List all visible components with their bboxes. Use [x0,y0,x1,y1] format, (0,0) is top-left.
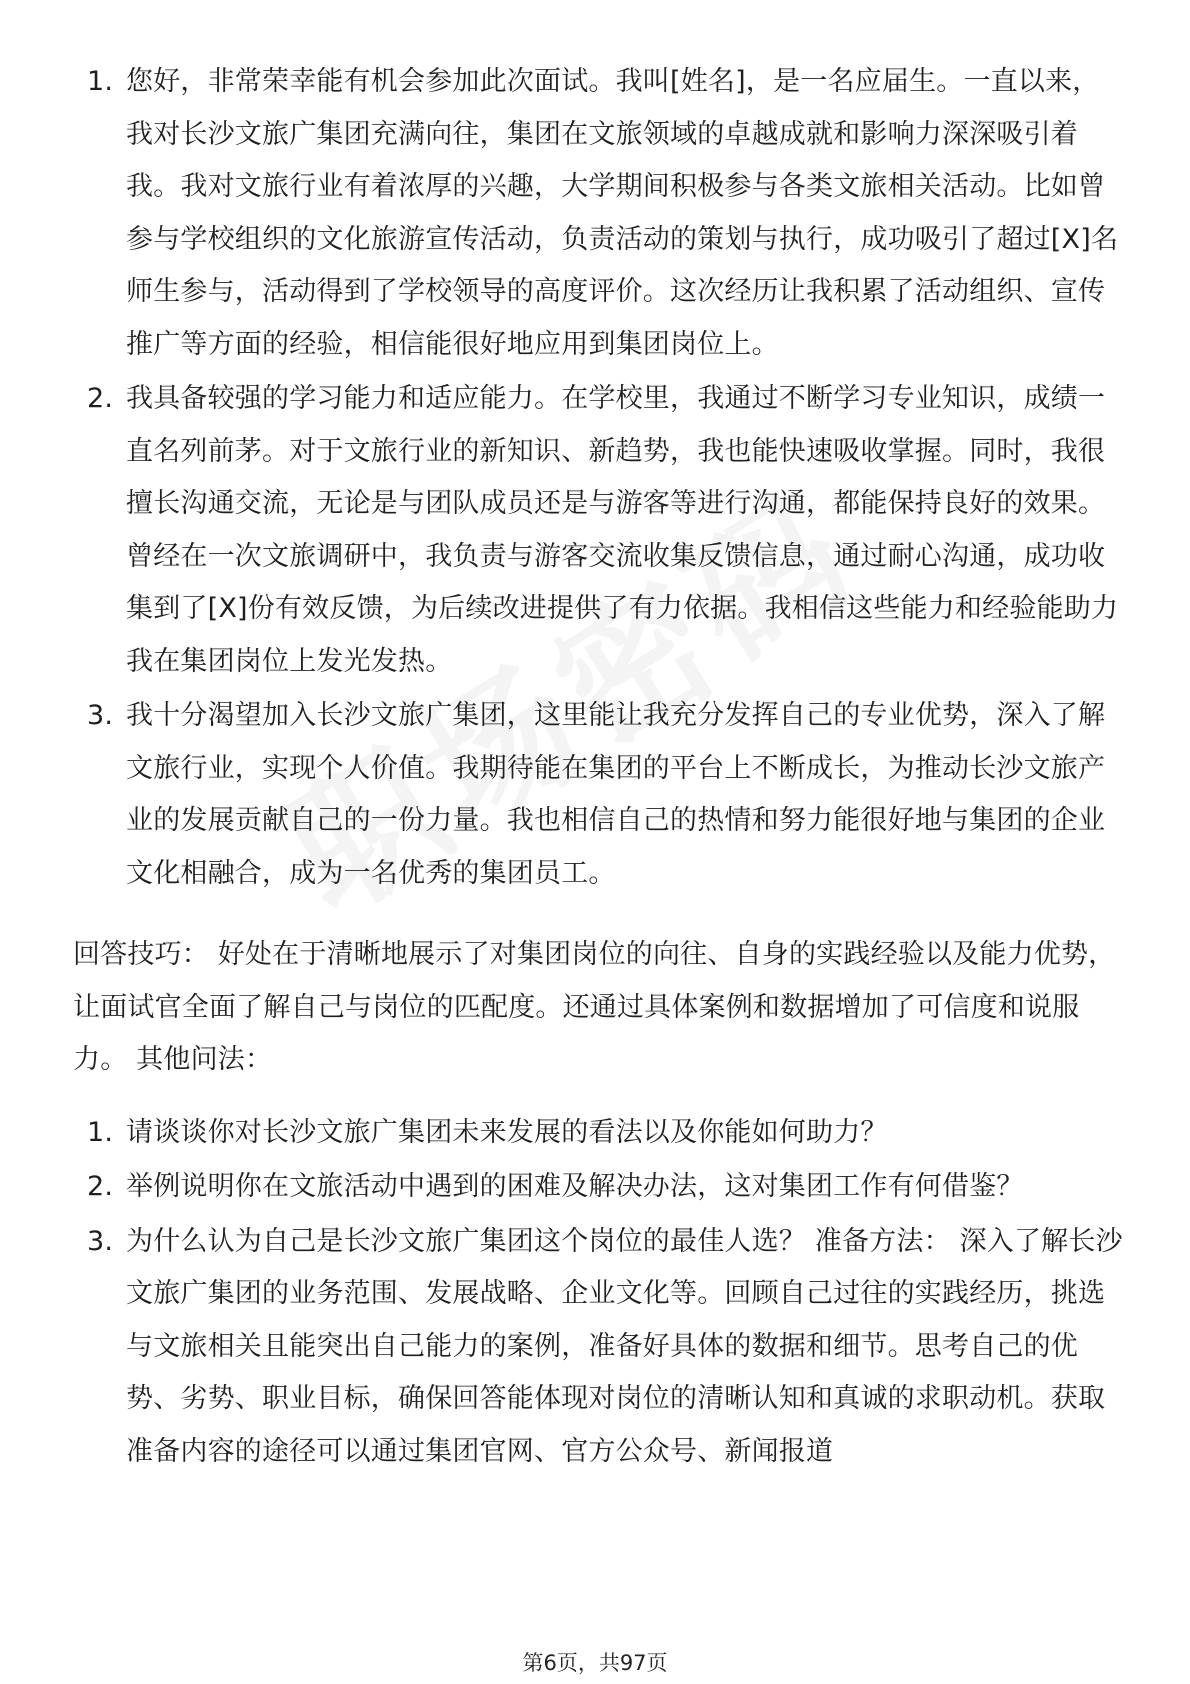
answer-text: 我十分渴望加入长沙文旅广集团，这里能让我充分发挥自己的专业优势，深入了解文旅行业，实现个人价值。我期待能在集团的平台上不断成长，为推动长沙文旅产业的发展贡献自己的一份力量。我也相信自己的热情和努力能很好地与集团的企业文化相融合，成为一名优秀的集团员工。 [126,700,1106,889]
answer-text: 您好，非常荣幸能有机会参加此次面试。我叫[姓名]，是一名应届生。一直以来，我对长沙文旅广集团充满向往，集团在文旅领域的卓越成就和影响力深深吸引着我。我对文旅行业有着浓厚的兴趣，大学期间积极参与各类文旅相关活动。比如曾参与学校组织的文化旅游宣传活动，负责活动的策划与执行，成功吸引了超过[X]名师生参与，活动得到了学校领导的高度评价。这次经历让我积累了活动组织、宣传推广等方面的经验，相信能很好地应用到集团岗位上。 [126,66,1119,360]
answer-item-2 [73,373,1123,688]
list-number: 1. [87,1116,114,1148]
answer-text: 我具备较强的学习能力和适应能力。在学校里，我通过不断学习专业知识，成绩一直名列前茅。对于文旅行业的新知识、新趋势，我也能快速吸收掌握。同时，我很擅长沟通交流，无论是与团队成员还是与游客等进行沟通，都能保持良好的效果。曾经在一次文旅调研中，我负责与游客交流收集反馈信息，通过耐心沟通，成功收集到了[X]份有效反馈，为后续改进提供了有力依据。我相信这些能力和经验能助力我在集团岗位上发光发热。 [126,383,1119,677]
question-text: 请谈谈你对长沙文旅广集团未来发展的看法以及你能如何助力？ [126,1116,888,1148]
other-question-item-2 [73,1161,1123,1214]
list-number: 2. [87,1171,114,1202]
page-number-label: 第6页，共97页 [522,1651,668,1675]
answer-tips-paragraph: 回答技巧： 好处在于清晰地展示了对集团岗位的向往、自身的实践经验以及能力优势，让面试官全面了解自己与岗位的匹配度。还通过具体案例和数据增加了可信度和说服力。 其他问法： [73,939,1116,1075]
list-number: 3. [87,1225,114,1257]
other-question-item-3 [73,1216,1123,1479]
list-number: 3. [87,700,114,731]
page-content [73,56,1123,1480]
page-footer [0,1647,1190,1677]
other-questions-list [73,1107,1123,1479]
answer-item-3 [73,690,1123,900]
list-number: 2. [87,383,114,414]
other-question-item-1 [73,1107,1123,1160]
answer-list [73,56,1123,900]
list-number: 1. [87,66,114,97]
answer-item-1 [73,56,1123,371]
question-text: 为什么认为自己是长沙文旅广集团这个岗位的最佳人选？ 准备方法： 深入了解长沙文旅广集团的业务范围、发展战略、企业文化等。回顾自己过往的实践经历，挑选与文旅相关且能突出自己能力的案例，准备好具体的数据和细节。思考自己的优势、劣势、职业目标，确保回答能体现对岗位的清晰认知和真诚的求职动机。获取准备内容的途径可以通过集团官网、官方公众号、新闻报道 [126,1225,1123,1467]
question-text: 举例说明你在文旅活动中遇到的困难及解决办法，这对集团工作有何借鉴？ [126,1171,1024,1202]
